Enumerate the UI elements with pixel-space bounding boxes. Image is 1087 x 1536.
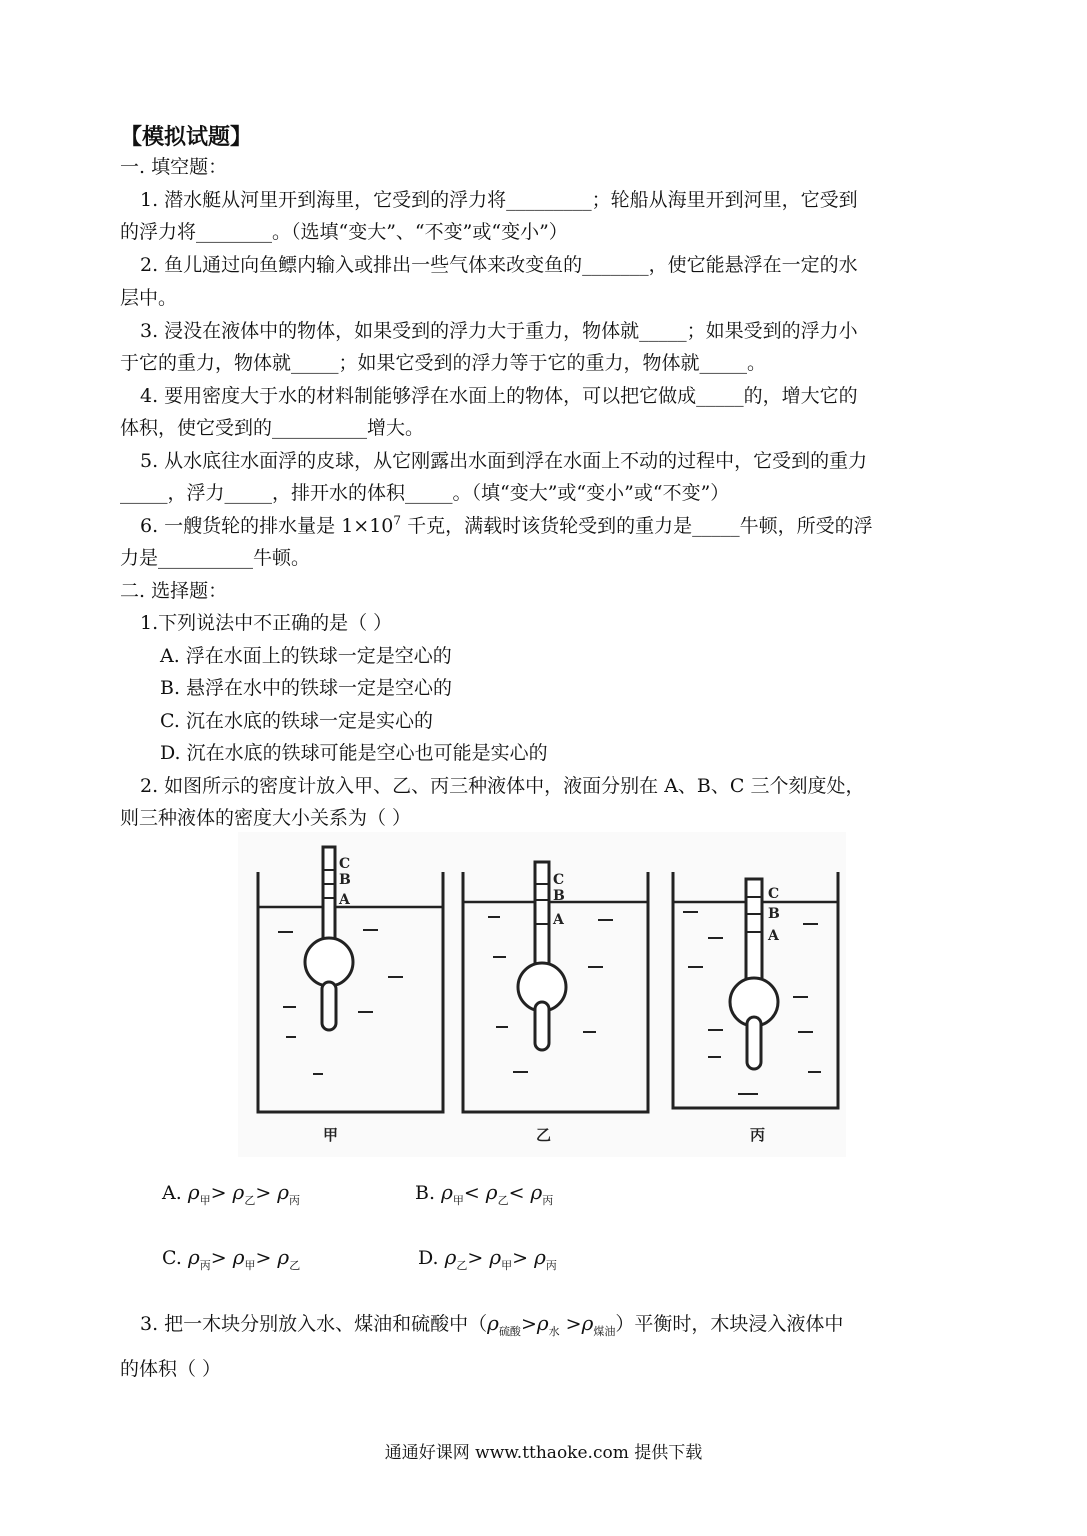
mark-a-jia: A [339, 892, 350, 908]
label-yi: 乙 [536, 1126, 552, 1144]
relation-sign: > [467, 1247, 484, 1269]
page-footer: 通通好课网 www.tthaoke.com 提供下载 [384, 1443, 703, 1463]
rho-subscript: 乙 [456, 1258, 468, 1272]
fill-q5-line1: 5. 从水底往水面浮的皮球，从它刚露出水面到浮在水面上不动的过程中，它受到的重力 [140, 450, 868, 472]
option-c-letter: C. [162, 1247, 182, 1269]
mark-a-bing: A [768, 928, 779, 944]
choice-q2-option-b [415, 1180, 554, 1207]
relation-sign: > [512, 1247, 529, 1269]
choice-q1-option-a: A. 浮在水面上的铁球一定是空心的 [160, 645, 452, 667]
rho-subscript: 甲 [501, 1258, 513, 1272]
rho-symbol: ρ [232, 1245, 245, 1269]
rho-subscript: 甲 [452, 1193, 464, 1207]
rho-subscript: 乙 [497, 1193, 509, 1207]
rho-symbol: ρ [534, 1245, 546, 1269]
choice-q2-option-c [162, 1245, 301, 1272]
choice-q1-option-d: D. 沉在水底的铁球可能是空心也可能是实心的 [160, 742, 548, 764]
rho-subscript: 丙 [289, 1193, 301, 1207]
rho-symbol: ρ [444, 1245, 457, 1269]
mark-a-yi: A [553, 912, 564, 928]
rho-subscript: 水 [548, 1324, 560, 1338]
relation-sign: < [508, 1182, 525, 1204]
choice-q1-stem: 1.下列说法中不正确的是（ ） [140, 612, 393, 634]
rho-subscript: 甲 [199, 1193, 211, 1207]
rho-symbol: ρ [489, 1245, 502, 1269]
choice-q2-option-a [162, 1180, 301, 1207]
rho-subscript: 丙 [545, 1258, 557, 1272]
hydrometer-figure [238, 832, 846, 1157]
rho-symbol: ρ [581, 1311, 594, 1335]
rho-subscript: 乙 [289, 1258, 301, 1272]
fill-q4-line2: 体积，使它受到的__________增大。 [120, 417, 425, 439]
q3-text-after: ）平衡时，木块浸入液体中 [615, 1313, 844, 1335]
rho-symbol: ρ [530, 1180, 543, 1204]
choice-q3-stem-line2: 的体积（ ） [120, 1358, 222, 1380]
rho-symbol: ρ [232, 1180, 245, 1204]
fill-q3-line2: 于它的重力，物体就_____；如果它受到的浮力等于它的重力，物体就_____。 [120, 352, 767, 374]
label-jia: 甲 [323, 1126, 339, 1144]
relation-sign: > [210, 1247, 227, 1269]
relation-sign: > [210, 1182, 227, 1204]
choice-q2-option-d [418, 1245, 557, 1272]
page-title: 【模拟试题】 [120, 125, 253, 150]
rho-subscript: 丙 [199, 1258, 211, 1272]
rho-subscript: 硫酸 [498, 1324, 521, 1338]
fill-q6-exponent: 7 [393, 513, 402, 528]
hydrometer-diagram [238, 832, 846, 1157]
mark-c-yi: C [553, 872, 565, 888]
mark-c-jia: C [339, 856, 351, 872]
option-a-letter: A. [162, 1182, 182, 1204]
beaker-jia [258, 872, 443, 1112]
rho-subscript: 丙 [542, 1193, 554, 1207]
fill-q1-line2: 的浮力将________。（选填“变大”、“不变”或“变小”） [120, 221, 568, 243]
rho-symbol: ρ [187, 1180, 200, 1204]
q3-text-before: 3. 把一木块分别放入水、煤油和硫酸中（ [140, 1313, 488, 1335]
fill-q4-line1: 4. 要用密度大于水的材料制能够浮在水面上的物体，可以把它做成_____的，增大它的 [140, 385, 858, 407]
label-bing: 丙 [750, 1126, 766, 1144]
mark-b-bing: B [768, 906, 780, 922]
rho-symbol: ρ [441, 1180, 453, 1204]
rho-subscript: 煤油 [593, 1324, 616, 1338]
rho-symbol: ρ [485, 1180, 498, 1204]
rho-subscript: 甲 [244, 1258, 256, 1272]
rho-symbol: ρ [187, 1245, 200, 1269]
choice-q1-option-c: C. 沉在水底的铁球一定是实心的 [160, 710, 433, 732]
rho-symbol: ρ [487, 1311, 499, 1335]
fill-q6-text-after: 千克，满载时该货轮受到的重力是_____牛顿，所受的浮 [401, 515, 873, 537]
fill-q6-line2: 力是__________牛顿。 [120, 547, 311, 569]
scale-labels-bing [767, 886, 780, 944]
mark-b-yi: B [553, 888, 565, 904]
option-d-letter: D. [418, 1247, 439, 1269]
rho-subscript: 乙 [244, 1193, 256, 1207]
fill-q3-line1: 3. 浸没在液体中的物体，如果受到的浮力大于重力，物体就_____；如果受到的浮力小 [140, 320, 858, 342]
choice-q2-stem-line1: 2. 如图所示的密度计放入甲、乙、丙三种液体中，液面分别在 A、B、C 三个刻度处， [140, 775, 865, 797]
relation-sign: > [255, 1182, 272, 1204]
rho-symbol: ρ [536, 1311, 549, 1335]
fill-q2-line2: 层中。 [120, 287, 178, 309]
fill-q5-line2: _____，浮力_____，排开水的体积_____。（填“变大”或“变小”或“不变”） [120, 482, 730, 504]
beaker-labels [323, 1126, 765, 1144]
mark-c-bing: C [768, 886, 780, 902]
scale-labels-yi [552, 872, 565, 928]
fill-q2-line1: 2. 鱼儿通过向鱼鳔内输入或排出一些气体来改变鱼的_______，使它能悬浮在一定的水 [140, 254, 858, 276]
choice-q3-stem-line1: 3. 把一木块分别放入水、煤油和硫酸中$(\rho_{硫酸}>\rho_水 >\rho_{煤油})$平衡时，木块浸入液体中 [140, 1311, 844, 1338]
section1-heading: 一. 填空题： [120, 156, 228, 178]
rho-symbol: ρ [277, 1245, 290, 1269]
section2-heading: 二. 选择题： [120, 580, 228, 602]
mark-b-jia: B [339, 872, 351, 888]
scale-labels-jia [338, 856, 351, 908]
choice-q1-option-b: B. 悬浮在水中的铁球一定是空心的 [160, 677, 453, 699]
fill-q6-text-before: 6. 一艘货轮的排水量是 1×10 [140, 515, 394, 537]
fill-q1-line1: 1. 潜水艇从河里开到海里，它受到的浮力将_________；轮船从海里开到河里，它受到 [140, 189, 858, 211]
choice-q2-stem-line2: 则三种液体的密度大小关系为（ ） [120, 807, 412, 829]
fill-q6-line1 [140, 515, 990, 537]
option-b-letter: B. [415, 1182, 436, 1204]
rho-symbol: ρ [277, 1180, 290, 1204]
relation-sign: > [255, 1247, 272, 1269]
relation-sign: < [463, 1182, 480, 1204]
